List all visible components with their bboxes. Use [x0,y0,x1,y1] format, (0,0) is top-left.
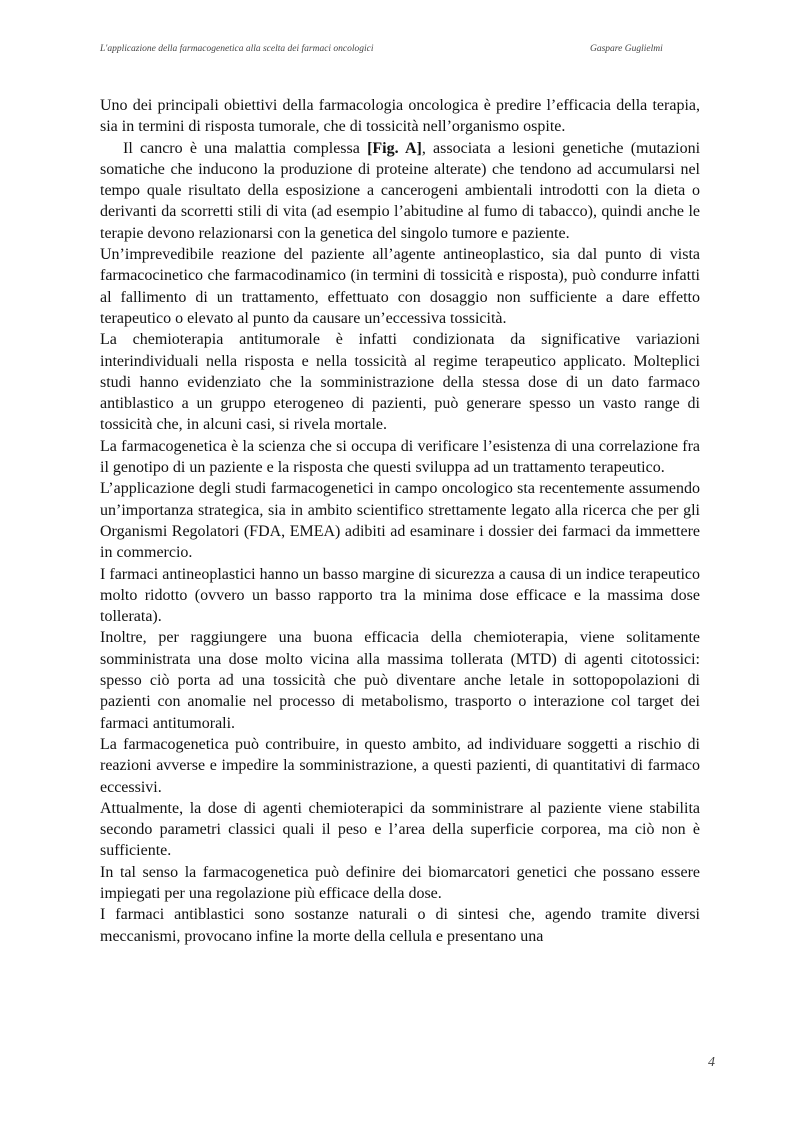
paragraph [100,138,700,244]
paragraph: L’applicazione degli studi farmacogenetici in campo oncologico sta recentemente assumendo un’importanza strategica, sia in ambito scientifico strettamente legato alla ricerca che per gli Organismi Regolatori (FDA, EMEA) adibiti ad esaminare i dossier dei farmaci da immettere in commercio. [100,480,700,562]
paragraph: Inoltre, per raggiungere una buona efficacia della chemioterapia, viene solitamente somministrata una dose molto vicina alla massima tollerata (MTD) di agenti citotossici: spesso ciò porta ad una tossicità che può diventare anche letale in sottopopolazioni di pazienti con anomalie nel processo di metabolismo, trasporto o interazione col target dei farmaci antitumorali. [100,629,700,732]
header-document-title: L'applicazione della farmacogenetica alla scelta dei farmaci oncologici [100,44,374,54]
paragraph: Attualmente, la dose di agenti chemioterapici da somministrare al paziente viene stabilita secondo parametri classici quali il peso e l’area della superficie corporea, ma ciò non è sufficiente. [100,799,700,860]
running-header [100,44,705,58]
header-author: Gaspare Guglielmi [590,44,663,54]
paragraph: La chemioterapia antitumorale è infatti condizionata da significative variazioni interindividuali nella risposta e nella tossicità al regime terapeutico applicato. Molteplici studi hanno evidenziato che la somministrazione della stessa dose di un dato farmaco antiblastico a un gruppo eterogeneo di pazienti, può generare spesso un vasto range di tossicità che, in alcuni casi, si rivela mortale. [100,331,700,434]
paragraph: La farmacogenetica è la scienza che si occupa di verificare l’esistenza di una correlazione fra il genotipo di un paziente e la risposta che questi sviluppa ad un trattamento terapeutico. [100,437,700,477]
paragraph: I farmaci antiblastici sono sostanze naturali o di sintesi che, agendo tramite diversi meccanismi, provocano infine la morte della cellula e presentano una [100,906,700,945]
paragraph: Uno dei principali obiettivi della farmacologia oncologica è predire l’efficacia della terapia, sia in termini di risposta tumorale, che di tossicità nell’organismo ospite. [100,97,700,136]
paragraph: Un’imprevedibile reazione del paziente all’agente antineoplastico, sia dal punto di vista farmacocinetico che farmacodinamico (in termini di tossicità e risposta), può condurre infatti al fallimento di un trattamento, effettuato con dosaggio non sufficiente a dare effetto terapeutico o elevato al punto da causare un’eccessiva tossicità. [100,246,700,327]
page-number: 4 [708,1055,715,1070]
paragraph: La farmacogenetica può contribuire, in questo ambito, ad individuare soggetti a rischio di reazioni avverse e impedire la somministrazione, a questi pazienti, di quantitativi di farmaco eccessivi. [100,735,700,796]
paragraph: I farmaci antineoplastici hanno un basso margine di sicurezza a causa di un indice terapeutico molto ridotto (ovvero un basso rapporto tra la minima dose efficace e la massima dose tollerata). [100,565,700,626]
figure-reference-link[interactable]: [Fig. A] [367,139,422,157]
document-body [100,95,700,947]
paragraph: In tal senso la farmacogenetica può definire dei biomarcatori genetici che possano essere impiegati per una regolazione più efficace della dose. [100,863,700,902]
paragraph-text: Il cancro è una malattia complessa [123,139,368,157]
paragraph-text: , associata a lesioni genetiche (mutazioni somatiche che inducono la produzione di proteine alterate) che tendono ad accumularsi nel tempo quale risultato della esposizione a cancerogeni ambientali introdotti con la dieta o derivanti da scorretti stili di vita (ad esempio l’abitudine al fumo di tabacco), quindi anche le terapie devono relazionarsi con la genetica del singolo tumore e paziente. [100,139,701,242]
